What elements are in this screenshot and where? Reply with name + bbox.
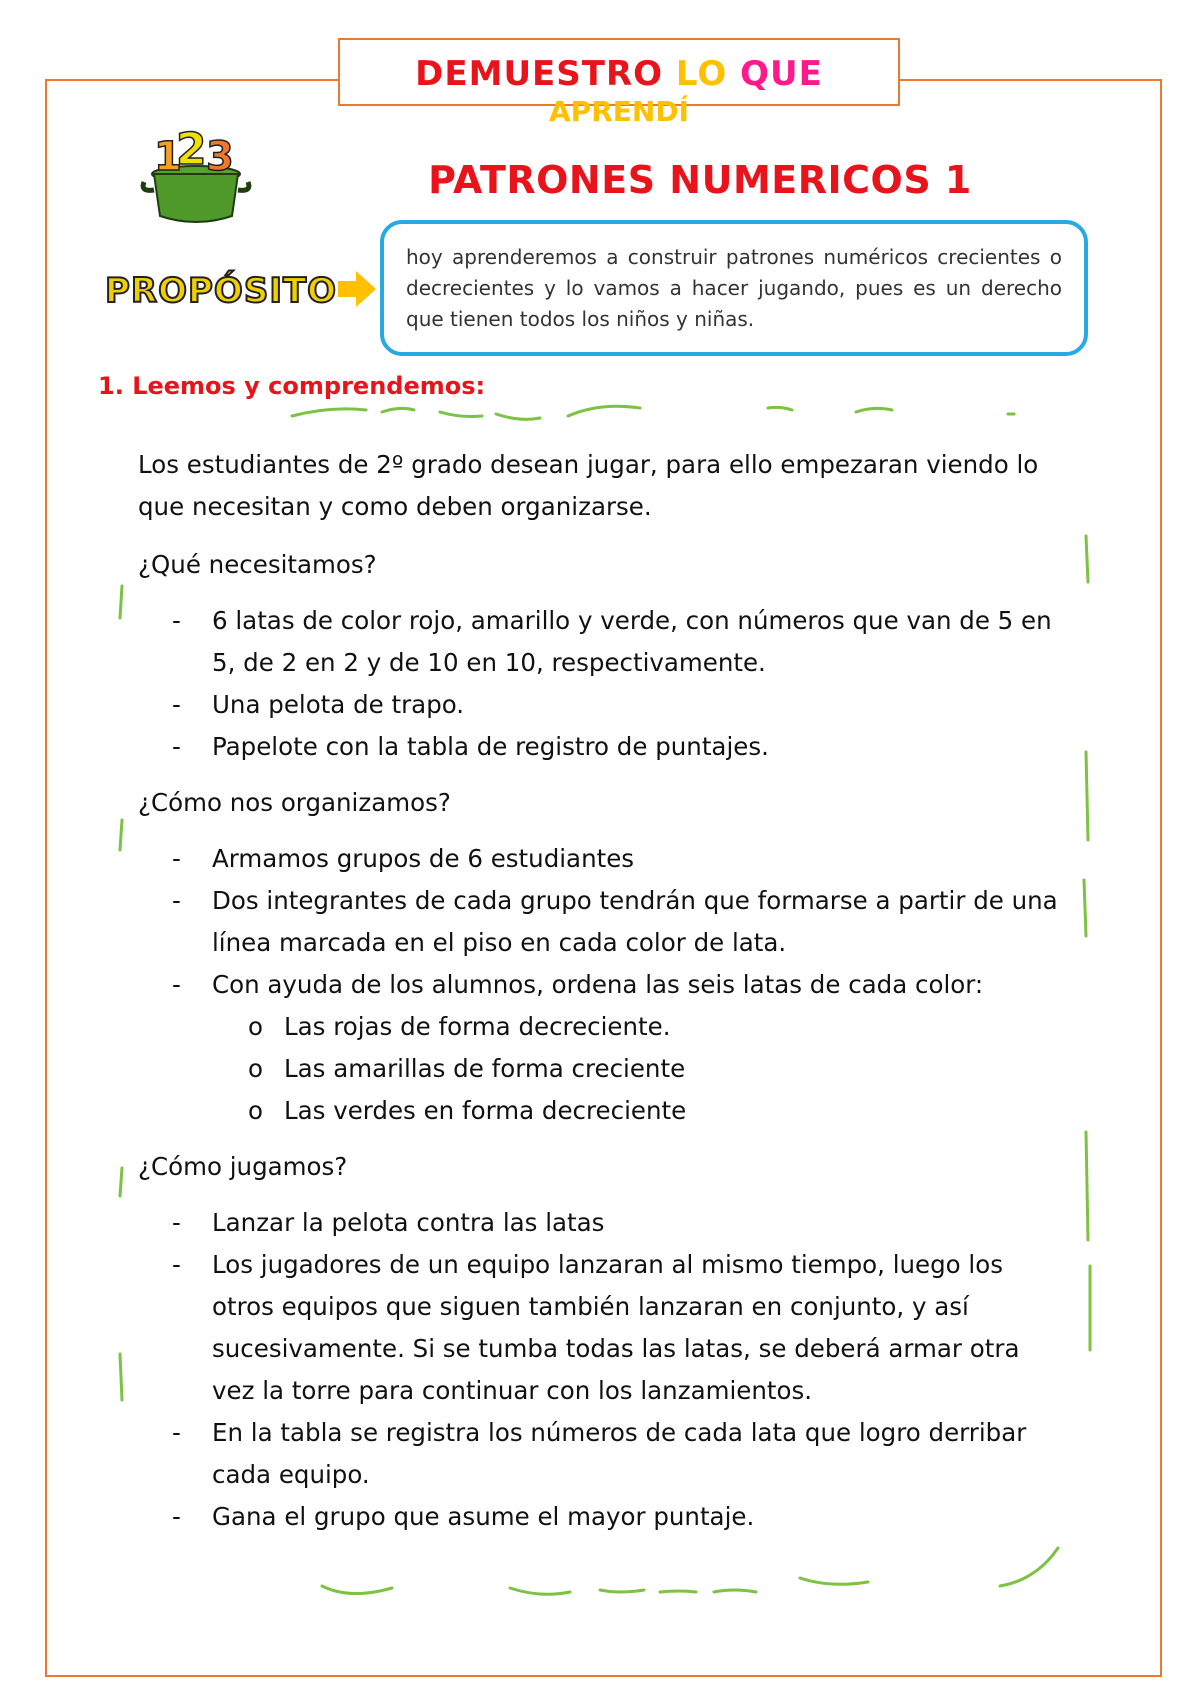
section-number: 1.	[98, 372, 124, 400]
list-item: - Con ayuda de los alumnos, ordena las seis latas de cada color: o Las rojas de forma decreciente. o Las amarillas de forma creciente o Las verdes en forma decreciente	[138, 964, 1068, 1132]
numbers-pot-icon	[140, 118, 252, 228]
list-item: - Lanzar la pelota contra las latas	[138, 1202, 1068, 1244]
list-item: - 6 latas de color rojo, amarillo y verde, con números que van de 5 en 5, de 2 en 2 y de 10 en 10, respectivamente.	[138, 600, 1068, 684]
question-how-we-organize: ¿Cómo nos organizamos?	[138, 788, 451, 817]
header-word-lo: LO	[675, 54, 728, 94]
question-how-we-play: ¿Cómo jugamos?	[138, 1152, 348, 1181]
purpose-box	[380, 220, 1088, 356]
dash-bullet: -	[172, 1502, 181, 1531]
sublist-item: o Las amarillas de forma creciente	[138, 1048, 1068, 1090]
section-title: Leemos y comprendemos:	[132, 372, 486, 400]
dash-bullet: -	[172, 970, 181, 999]
purpose-label-text: PROPÓSITO	[105, 271, 338, 311]
list-item: - Una pelota de trapo.	[138, 684, 1068, 726]
list-item: - Gana el grupo que asume el mayor puntaje.	[138, 1496, 1068, 1538]
needs-list	[138, 600, 1068, 768]
dash-bullet: -	[172, 1250, 181, 1279]
svg-text:3: 3	[206, 134, 234, 180]
page-title: PATRONES NUMERICOS 1	[428, 158, 972, 202]
list-item: - Armamos grupos de 6 estudiantes	[138, 838, 1068, 880]
order-sublist	[138, 1006, 1068, 1132]
header-word-demuestro: DEMUESTRO	[415, 54, 664, 94]
list-item: - En la tabla se registra los números de cada lata que logro derribar cada equipo.	[138, 1412, 1068, 1496]
dash-bullet: -	[172, 606, 181, 635]
header-word-que: QUE	[740, 54, 823, 94]
intro-paragraph: Los estudiantes de 2º grado desean jugar, para ello empezaran viendo lo que necesitan y como deben organizarse.	[138, 450, 1039, 521]
purpose-text: hoy aprenderemos a construir patrones numéricos crecientes o decrecientes y lo vamos a hacer jugando, pues es un derecho que tienen todos los niños y niñas.	[406, 245, 1062, 331]
list-item: - Los jugadores de un equipo lanzaran al mismo tiempo, luego los otros equipos que siguen también lanzaran en conjunto, y así sucesivamente. Si se tumba todas las latas, se deberá armar otra vez la torre para continuar con los lanzamientos.	[138, 1244, 1068, 1412]
list-item: - Dos integrantes de cada grupo tendrán que formarse a partir de una línea marcada en el piso en cada color de lata.	[138, 880, 1068, 964]
circle-bullet: o	[248, 1012, 263, 1041]
sublist-item: o Las rojas de forma decreciente.	[138, 1006, 1068, 1048]
organize-list	[138, 838, 1068, 1132]
sublist-item: o Las verdes en forma decreciente	[138, 1090, 1068, 1132]
dash-bullet: -	[172, 886, 181, 915]
dash-bullet: -	[172, 732, 181, 761]
play-list	[138, 1202, 1068, 1538]
dash-bullet: -	[172, 690, 181, 719]
dash-bullet: -	[172, 844, 181, 873]
question-what-we-need: ¿Qué necesitamos?	[138, 550, 377, 579]
content-body	[138, 444, 1068, 1552]
list-item: - Papelote con la tabla de registro de puntajes.	[138, 726, 1068, 768]
circle-bullet: o	[248, 1096, 263, 1125]
arrow-right-icon	[336, 268, 378, 310]
dash-bullet: -	[172, 1208, 181, 1237]
svg-text:1: 1	[154, 134, 182, 180]
header-word-aprendi: APRENDÍ	[549, 95, 689, 128]
svg-text:2: 2	[176, 124, 207, 175]
section-heading	[98, 372, 485, 400]
circle-bullet: o	[248, 1054, 263, 1083]
dash-bullet: -	[172, 1418, 181, 1447]
